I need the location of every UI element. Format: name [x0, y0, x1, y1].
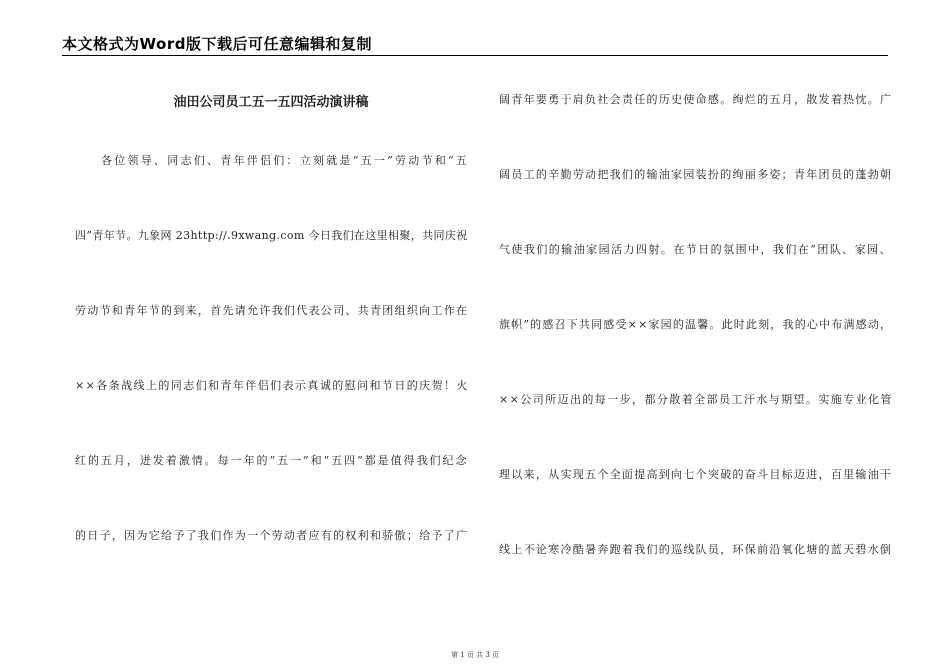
document-title: 油田公司员工五一五四活动演讲稿	[173, 95, 369, 110]
body-line: 旗帜”的感召下共同感受××家园的温馨。此时此刻，我的心中布满感动，	[499, 318, 893, 331]
page-number: 第 1 页 共 3 页	[450, 651, 500, 659]
body-line: 气使我们的输油家园活力四射。在节日的氛围中，我们在“团队、家园、	[499, 243, 893, 256]
body-line: 阔青年要勇于肩负社会责任的历史使命感。绚烂的五月，散发着热忱。广	[499, 93, 893, 106]
body-line: 线上不论寒冷酷暑奔跑着我们的巡线队员，环保前沿氧化塘的蓝天碧水倒	[499, 543, 893, 556]
download-banner: 本文格式为Word版下载后可任意编辑和复制	[62, 35, 372, 53]
body-line: ××公司所迈出的每一步，都分散着全部员工汗水与期望。实施专业化管	[499, 393, 893, 406]
body-line: 劳动节和青年节的到来，首先请允许我们代表公司、共青团组织向工作在	[75, 304, 469, 317]
body-line: 阔员工的辛勤劳动把我们的输油家园装扮的绚丽多姿；青年团员的蓬勃朝	[499, 168, 893, 181]
header-divider	[62, 55, 888, 56]
body-line: ××各条战线上的同志们和青年伴侣们表示真诚的慰问和节日的庆贺！火	[75, 379, 469, 392]
body-line: 四”青年节。九象网 23http://.9xwang.com 今日我们在这里相聚，共同庆祝	[75, 229, 468, 242]
body-line: 理以来，从实现五个全面提高到向七个突破的奋斗目标迈进，百里输油干	[499, 468, 893, 481]
body-line: 红的五月，迸发着激情。每一年的“五一”和“五四”都是值得我们纪念	[75, 454, 469, 467]
body-line: 的日子，因为它给予了我们作为一个劳动者应有的权利和骄傲；给予了广	[75, 529, 469, 542]
body-line: 各位领导、同志们、青年伴侣们：立刻就是“五一”劳动节和“五	[101, 154, 470, 167]
